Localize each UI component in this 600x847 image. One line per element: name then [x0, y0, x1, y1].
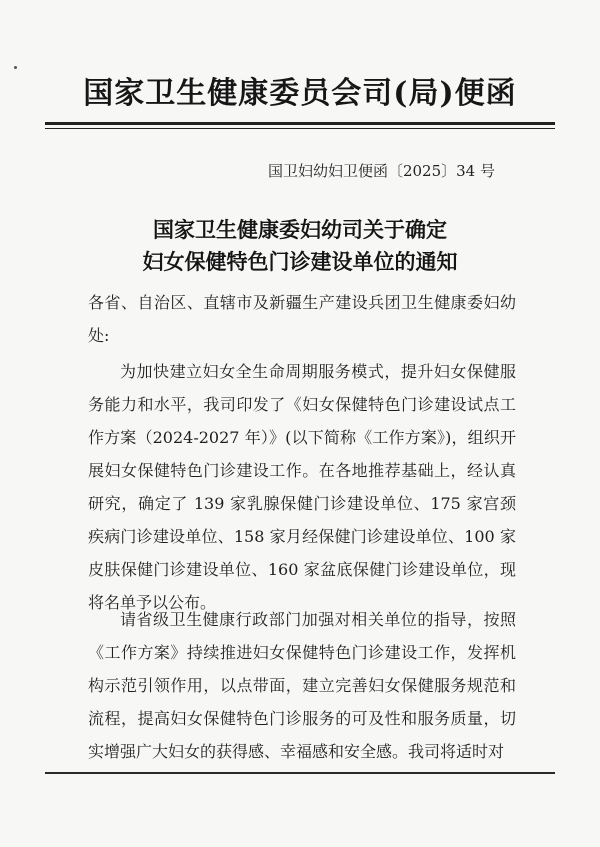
letterhead-rule-thick — [45, 122, 555, 125]
body-paragraph-1: 为加快建立妇女全生命周期服务模式，提升妇女保健服务能力和水平，我司印发了《妇女保健特色门诊建设试点工作方案（2024-2027 年）》(以下简称《工作方案》)，组织开展妇女保健特色门诊建设工作。在各地推荐基础上，经认真研究，确定了 139 家乳腺保健门诊建设单位、175 家宫颈疾病门诊建设单位、158 家月经保健门诊建设单位、100 家皮肤保健门诊建设单位、160 家盆底保健门诊建设单位，现将名单予以公布。 — [88, 362, 516, 612]
letterhead-title: 国家卫生健康委员会司(局)便函 — [83, 76, 517, 111]
notice-title-line-1: 国家卫生健康委妇幼司关于确定 — [153, 217, 447, 242]
document-number: 国卫妇幼妇卫便函〔2025〕34 号 — [267, 162, 495, 180]
letterhead-rule-thin — [45, 128, 555, 129]
notice-title-line-2: 妇女保健特色门诊建设单位的通知 — [142, 249, 458, 274]
salutation: 各省、自治区、直辖市及新疆生产建设兵团卫生健康委妇幼处: — [88, 293, 516, 345]
body-paragraph-2: 请省级卫生健康行政部门加强对相关单位的指导，按照《工作方案》持续推进妇女保健特色门诊建设工作，发挥机构示范引领作用，以点带面，建立完善妇女保健服务规范和流程，提高妇女保健特色门诊服务的可及性和服务质量，切实增强广大妇女的获得感、幸福感和安全感。我司将适时对 — [88, 610, 516, 761]
notice-title — [0, 214, 600, 278]
page-bottom-rule — [45, 772, 555, 774]
